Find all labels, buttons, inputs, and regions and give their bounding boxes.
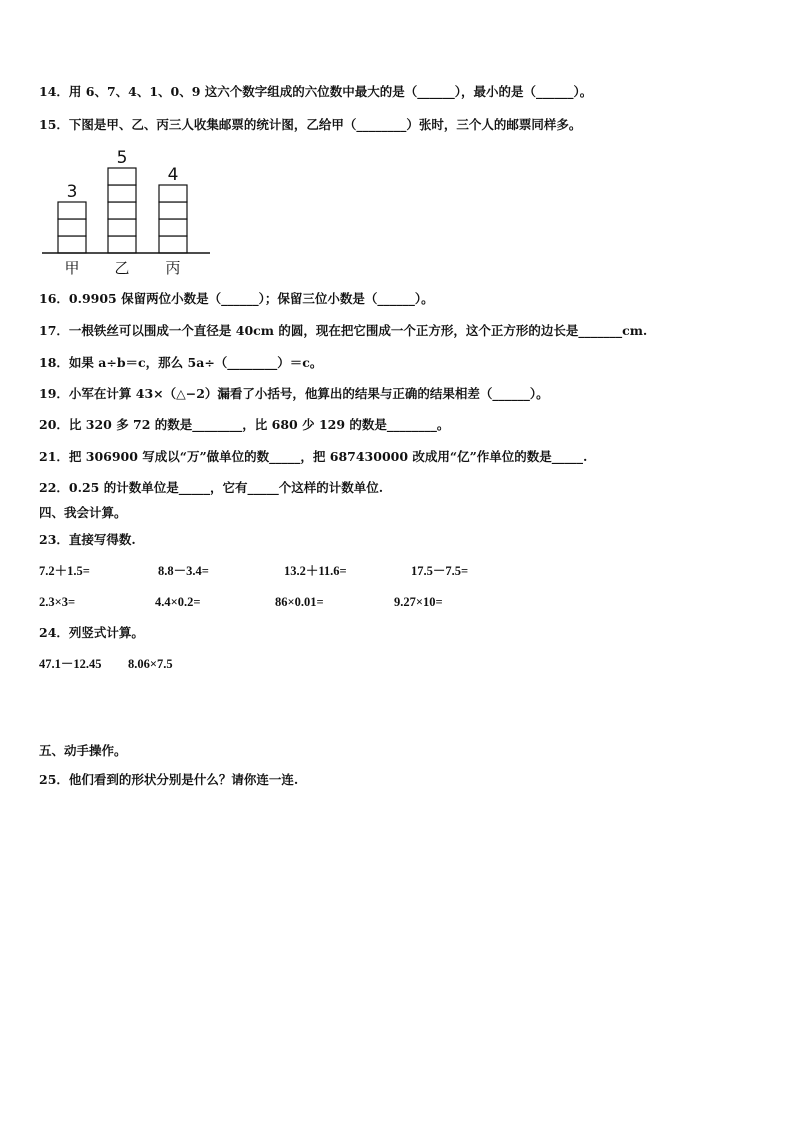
bar-cell — [58, 202, 86, 219]
q21-text: 21．把 306900 写成以“万”做单位的数_____，把 687430000 改成用“亿”作单位的数是_____. — [39, 449, 588, 464]
calc-item: 86×0.01= — [275, 595, 324, 609]
bar-cell — [108, 202, 136, 219]
bar-cell — [58, 219, 86, 236]
q15-text: 15．下图是甲、乙、丙三人收集邮票的统计图，乙给甲（________）张时，三个人的邮票同样多。 — [39, 117, 582, 132]
bar-cell — [159, 185, 187, 202]
calc-item: 8.8－3.4= — [158, 564, 209, 578]
bar-value-label: 4 — [167, 165, 179, 185]
stamp-chart-svg — [40, 144, 212, 278]
calc-item: 17.5－7.5= — [411, 564, 469, 578]
q18-text: 18．如果 a÷b＝c，那么 5a÷（________）＝c。 — [39, 355, 323, 370]
bar-cell — [108, 219, 136, 236]
bar-cell — [108, 185, 136, 202]
q20-text: 20．比 320 多 72 的数是________，比 680 少 129 的数是________。 — [39, 417, 450, 432]
q17-text: 17．一根铁丝可以围成一个直径是 40cm 的圆，现在把它围成一个正方形，这个正方形的边长是_______cm. — [39, 323, 648, 338]
category-label: 乙 — [114, 259, 130, 277]
vertical-calc-item: 47.1－12.45 — [39, 657, 102, 671]
q16-text: 16．0.9905 保留两位小数是（______）；保留三位小数是（______）。 — [39, 291, 434, 306]
vertical-calc-item: 8.06×7.5 — [128, 657, 173, 671]
bar-cell — [159, 236, 187, 253]
section-4-heading: 四、我会计算。 — [39, 505, 127, 520]
q22-text: 22．0.25 的计数单位是_____，它有_____个这样的计数单位. — [39, 480, 384, 495]
calc-item: 9.27×10= — [394, 595, 443, 609]
q25-text: 25．他们看到的形状分别是什么？请你连一连. — [39, 772, 299, 787]
bar-value-label: 5 — [116, 148, 128, 168]
category-label: 甲 — [64, 259, 80, 277]
bar-cell — [58, 236, 86, 253]
q24-text: 24．列竖式计算。 — [39, 625, 144, 640]
bar-cell — [108, 236, 136, 253]
calc-item: 4.4×0.2= — [155, 595, 201, 609]
bar-cell — [159, 219, 187, 236]
bar-value-label: 3 — [66, 182, 78, 202]
q14-text: 14．用 6、7、4、1、0、9 这六个数字组成的六位数中最大的是（______），最小的是（______）。 — [39, 84, 593, 99]
bar-cell — [108, 168, 136, 185]
calc-item: 13.2＋11.6= — [284, 564, 347, 578]
stamp-chart — [40, 144, 212, 278]
bar-cell — [159, 202, 187, 219]
q23-text: 23．直接写得数. — [39, 532, 136, 547]
q19-text: 19．小军在计算 43×（△−2）漏看了小括号，他算出的结果与正确的结果相差（______）。 — [39, 386, 549, 401]
category-label: 丙 — [165, 259, 181, 277]
section-5-heading: 五、动手操作。 — [39, 743, 127, 758]
calc-item: 7.2＋1.5= — [39, 564, 90, 578]
calc-item: 2.3×3= — [39, 595, 76, 609]
